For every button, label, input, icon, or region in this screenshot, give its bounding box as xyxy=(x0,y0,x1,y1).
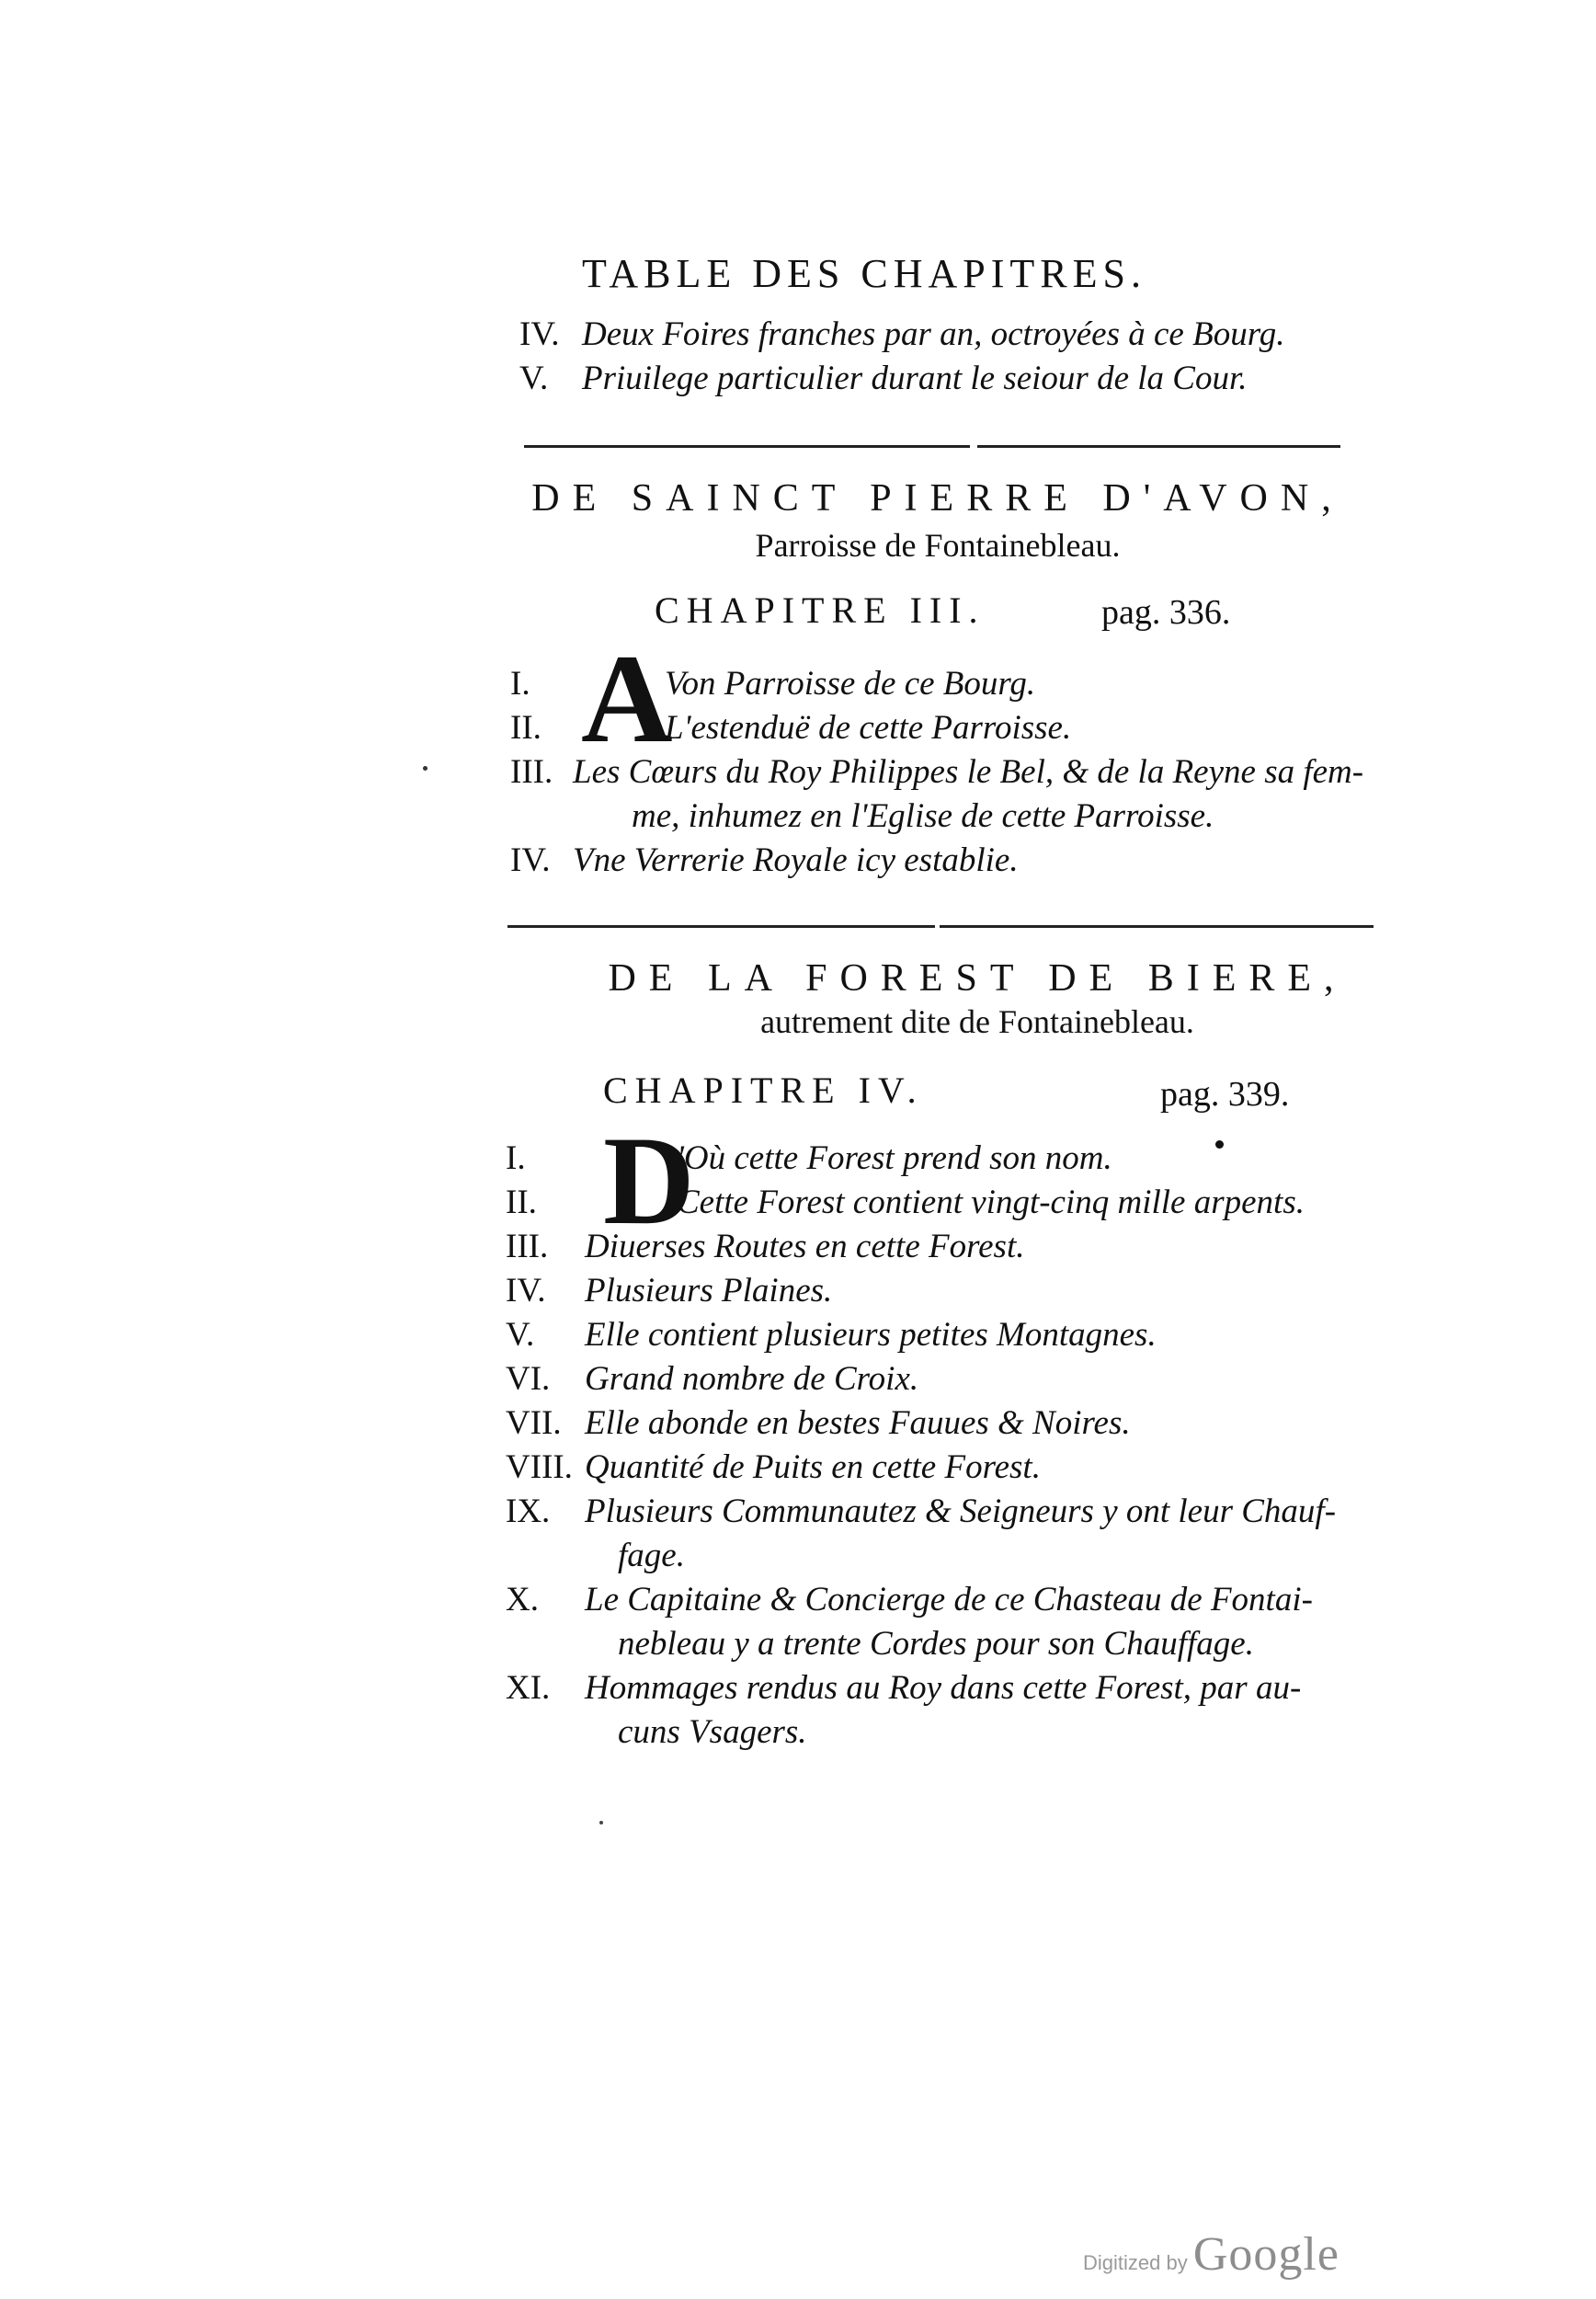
entry-number: IX. xyxy=(506,1493,551,1530)
chapter-page-ref: pag. 339. xyxy=(1160,1075,1290,1114)
entry-number: VIII. xyxy=(506,1448,573,1486)
list-item xyxy=(510,706,1411,750)
list-item xyxy=(506,1666,1425,1755)
entry-text: Von Parroisse de ce Bourg. xyxy=(665,665,1036,703)
chapter-heading: CHAPITRE IV. xyxy=(603,1069,924,1111)
list-item xyxy=(510,750,1430,839)
watermark-prefix: Digitized by xyxy=(1083,2251,1188,2274)
list-item xyxy=(506,1313,1425,1357)
list-item xyxy=(506,1137,1425,1181)
entry-text: Le Capitaine & Concierge de ce Chasteau de Fontai- xyxy=(585,1581,1313,1618)
entry-text: Plusieurs Communautez & Seigneurs y ont leur Chauf- xyxy=(585,1493,1337,1530)
entry-continuation: fage. xyxy=(618,1537,685,1574)
digitized-watermark xyxy=(1083,2227,1340,2282)
list-item xyxy=(506,1357,1425,1401)
entry-number: I. xyxy=(510,665,530,703)
entry-number: III. xyxy=(506,1228,549,1265)
list-item xyxy=(510,839,1411,883)
entry-text: Grand nombre de Croix. xyxy=(585,1360,919,1398)
entry-number: IV. xyxy=(506,1272,546,1310)
list-item xyxy=(519,313,1347,357)
entry-text: Quantité de Puits en cette Forest. xyxy=(585,1448,1041,1486)
entry-number: VI. xyxy=(506,1360,551,1398)
running-head: TABLE DES CHAPITRES. xyxy=(582,251,1146,296)
entry-number: V. xyxy=(519,360,549,397)
entry-text: Hommages rendus au Roy dans cette Forest, par au- xyxy=(585,1669,1302,1707)
entry-text: Les Cœurs du Roy Philippes le Bel, & de la Reyne sa fem- xyxy=(573,753,1364,791)
section-subtitle-foret: autrement dite de Fontainebleau. xyxy=(760,1003,1194,1040)
entry-text: Plusieurs Plaines. xyxy=(585,1272,833,1310)
entry-text: Vne Verrerie Royale icy establie. xyxy=(573,841,1019,879)
entry-number: II. xyxy=(510,709,542,747)
section-divider xyxy=(940,925,1374,928)
entry-text: Cette Forest contient vingt-cinq mille arpents. xyxy=(677,1184,1305,1221)
entry-text: Elle contient plusieurs petites Montagnes. xyxy=(585,1316,1157,1354)
entry-continuation: me, inhumez en l'Eglise de cette Parroisse. xyxy=(632,797,1214,835)
entry-number: III. xyxy=(510,753,553,791)
list-item xyxy=(506,1578,1425,1666)
entry-number: I. xyxy=(506,1139,526,1177)
section-title-avon: DE SAINCT PIERRE D'AVON, xyxy=(531,477,1344,520)
list-item xyxy=(506,1269,1425,1313)
entry-number: II. xyxy=(506,1184,537,1221)
list-item xyxy=(506,1181,1425,1225)
entry-text: Deux Foires franches par an, octroyées à ce Bourg. xyxy=(582,315,1285,353)
entry-text: Elle abonde en bestes Fauues & Noires. xyxy=(585,1404,1131,1442)
scan-speck xyxy=(1215,1140,1224,1149)
list-item xyxy=(506,1401,1425,1446)
google-logo: Google xyxy=(1192,2228,1340,2281)
entry-number: X. xyxy=(506,1581,539,1618)
entry-number: IV. xyxy=(510,841,551,879)
list-item xyxy=(519,357,1347,401)
entry-text: 'Où cette Forest prend son nom. xyxy=(677,1139,1112,1177)
section-divider xyxy=(524,445,970,448)
list-item xyxy=(506,1446,1425,1490)
entry-number: XI. xyxy=(506,1669,551,1707)
section-divider xyxy=(977,445,1340,448)
section-divider xyxy=(507,925,935,928)
entry-text: Diuerses Routes en cette Forest. xyxy=(585,1228,1025,1265)
entry-number: IV. xyxy=(519,315,560,353)
drop-cap-initial: D xyxy=(603,1110,695,1251)
entry-continuation: nebleau y a trente Cordes pour son Chauffage. xyxy=(618,1625,1254,1663)
drop-cap-initial: A xyxy=(581,628,673,769)
entry-text: Priuilege particulier durant le seiour de la Cour. xyxy=(582,360,1248,397)
section-subtitle-avon: Parroisse de Fontainebleau. xyxy=(755,527,1121,564)
section-title-foret: DE LA FOREST DE BIERE, xyxy=(608,957,1347,1000)
chapter-page-ref: pag. 336. xyxy=(1101,593,1231,632)
list-item xyxy=(510,662,1411,706)
scan-speck xyxy=(423,766,428,771)
scan-speck xyxy=(599,1821,603,1824)
entry-number: V. xyxy=(506,1316,535,1354)
entry-text: L'estenduë de cette Parroisse. xyxy=(665,709,1072,747)
chapter-heading: CHAPITRE III. xyxy=(655,589,986,631)
list-item xyxy=(506,1490,1425,1578)
entry-number: VII. xyxy=(506,1404,562,1442)
entry-continuation: cuns Vsagers. xyxy=(618,1713,807,1751)
list-item xyxy=(506,1225,1425,1269)
